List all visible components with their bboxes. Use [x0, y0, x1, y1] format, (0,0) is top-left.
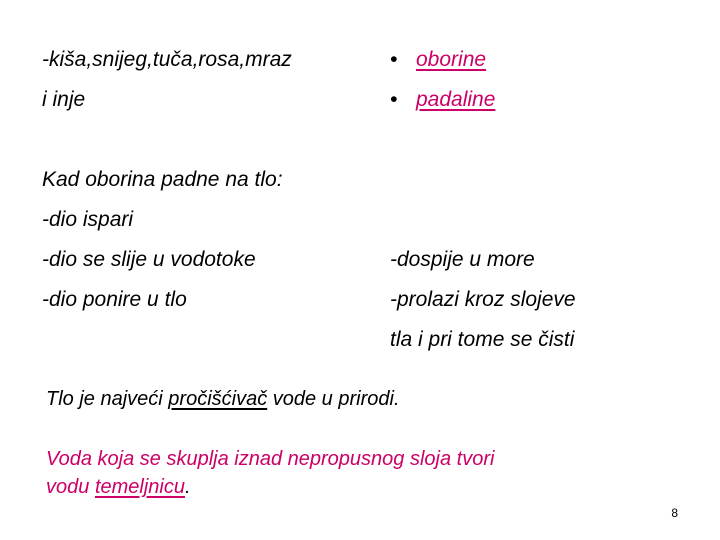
bullet-item-padaline [390, 87, 495, 112]
bullet-icon: • [390, 88, 398, 111]
section-heading: Kad oborina padne na tlo: [42, 168, 283, 191]
bullet-text: oborine [416, 48, 487, 71]
page-number: 8 [671, 506, 678, 520]
precipitation-types-line2: i inje [42, 88, 86, 111]
list-item-evaporate: -dio ispari [42, 208, 134, 231]
definition-period: . [184, 476, 191, 498]
bullet-text: padaline [416, 88, 496, 111]
statement-underlined: pročišćivač [168, 388, 268, 410]
right-item-layers: -prolazi kroz slojeve [390, 288, 576, 311]
list-item-infiltrate: -dio ponire u tlo [42, 288, 187, 311]
definition-underlined: temeljnicu [94, 476, 185, 498]
statement [46, 388, 400, 411]
definition-before: vodu [46, 476, 95, 498]
definition-line1: Voda koja se skuplja iznad nepropusnog sloja tvori [46, 448, 495, 470]
bullet-icon: • [390, 48, 398, 71]
right-item-sea: -dospije u more [390, 248, 535, 271]
definition-line2 [46, 476, 191, 499]
statement-before: Tlo je najveći [46, 388, 169, 410]
right-item-cleaned: tla i pri tome se čisti [390, 328, 575, 351]
statement-after: vode u prirodi. [267, 388, 400, 410]
list-item-runoff: -dio se slije u vodotoke [42, 248, 256, 271]
precipitation-types-line1: -kiša,snijeg,tuča,rosa,mraz [42, 48, 292, 71]
bullet-item-oborine [390, 47, 486, 72]
